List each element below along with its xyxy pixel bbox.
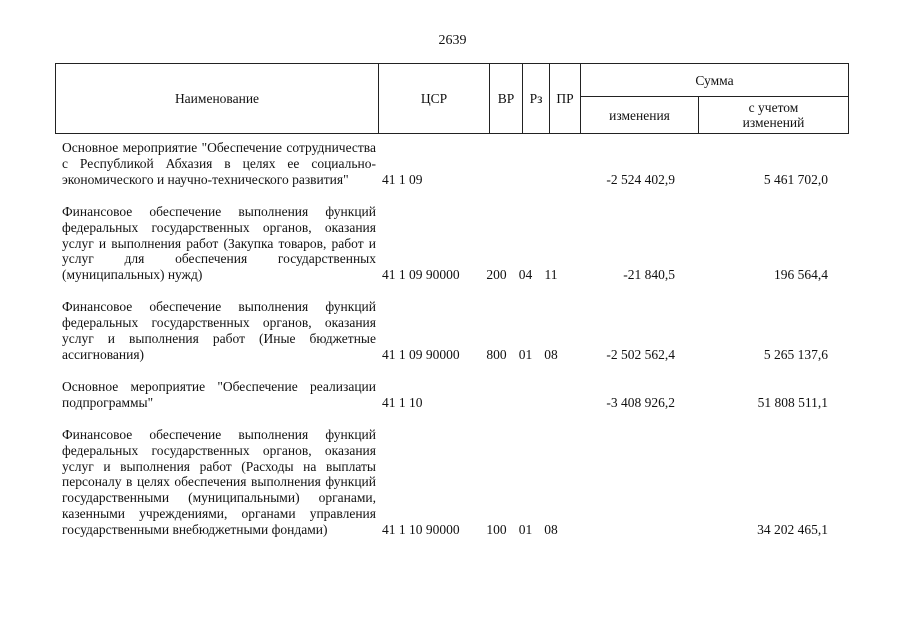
table-body bbox=[55, 140, 851, 554]
header-name: Наименование bbox=[56, 64, 379, 134]
table-row bbox=[55, 427, 851, 538]
row-name: Финансовое обеспечение выполнения функций федеральных государственных органов, оказания услуг и выполнения работ (Расходы на выплаты персоналу в целях обеспечения выполнения функций государственными (муниципальными) органами, казенными учреждениями, органами управления государственными внебюджетными фондами) bbox=[62, 426, 376, 538]
row-name: Основное мероприятие "Обеспечение реализации подпрограммы" bbox=[62, 378, 376, 410]
header-rz: Рз bbox=[523, 64, 550, 134]
row-change: -3 408 926,2 bbox=[606, 394, 675, 410]
row-total: 5 461 702,0 bbox=[763, 171, 828, 187]
header-vr: ВР bbox=[490, 64, 523, 134]
row-total: 51 808 511,1 bbox=[757, 394, 828, 410]
row-pr: 08 bbox=[544, 346, 558, 362]
row-csr: 41 1 10 bbox=[382, 394, 423, 410]
row-csr: 41 1 10 90000 bbox=[382, 522, 460, 538]
row-name: Финансовое обеспечение выполнения функций федеральных государственных органов, оказания услуг и выполнения работ (Закупка товаров, работ и услуг для обеспечения государственных (муниципальных) нужд) bbox=[62, 203, 376, 283]
row-change: -21 840,5 bbox=[623, 267, 675, 283]
table-row bbox=[55, 204, 851, 284]
header-sum: Сумма bbox=[581, 64, 849, 97]
row-csr: 41 1 09 90000 bbox=[382, 267, 460, 283]
row-csr: 41 1 09 90000 bbox=[382, 346, 460, 362]
row-name: Финансовое обеспечение выполнения функций федеральных государственных органов, оказания услуг и выполнения работ (Иные бюджетные ассигнования) bbox=[62, 299, 376, 362]
row-total: 5 265 137,6 bbox=[763, 346, 828, 362]
row-rz: 01 bbox=[518, 522, 533, 538]
row-vr: 100 bbox=[486, 522, 507, 538]
row-pr: 08 bbox=[544, 522, 558, 538]
row-rz: 04 bbox=[518, 267, 533, 283]
row-name: Основное мероприятие "Обеспечение сотрудничества с Республикой Абхазия в целях ее социально-экономического и научно-технического развития" bbox=[62, 140, 376, 187]
row-pr: 11 bbox=[544, 267, 558, 283]
row-csr: 41 1 09 bbox=[382, 171, 423, 187]
row-change: -2 502 562,4 bbox=[606, 346, 675, 362]
row-rz: 01 bbox=[518, 346, 533, 362]
header-total: с учетом изменений bbox=[699, 97, 849, 134]
header-csr: ЦСР bbox=[379, 64, 490, 134]
row-vr: 800 bbox=[486, 346, 507, 362]
header-pr: ПР bbox=[550, 64, 581, 134]
row-change: -2 524 402,9 bbox=[606, 171, 675, 187]
row-total: 34 202 465,1 bbox=[757, 522, 828, 538]
table-row bbox=[55, 299, 851, 363]
table-row bbox=[55, 379, 851, 411]
row-vr: 200 bbox=[486, 267, 507, 283]
table-row bbox=[55, 140, 851, 188]
page-number: 2639 bbox=[438, 33, 467, 48]
header-change: изменения bbox=[581, 97, 699, 134]
row-total: 196 564,4 bbox=[774, 267, 828, 283]
table-header bbox=[55, 63, 849, 134]
